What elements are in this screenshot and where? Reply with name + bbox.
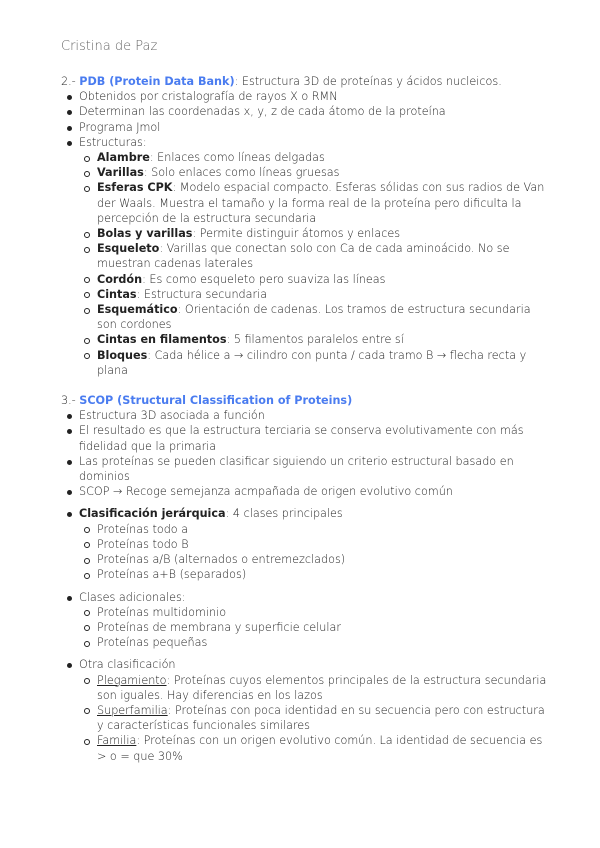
structure-desc: : Estructura secundaria bbox=[136, 287, 268, 301]
classification-item bbox=[79, 733, 551, 763]
structure-desc: : Solo enlaces como líneas gruesas bbox=[143, 166, 340, 180]
structure-term: Esferas CPK bbox=[97, 181, 173, 195]
structure-item bbox=[79, 180, 551, 226]
class-item-text: Proteínas todo B bbox=[97, 537, 189, 551]
class-item-text: Proteínas pequeñas bbox=[97, 636, 208, 650]
structures-list bbox=[79, 150, 551, 378]
spacer bbox=[61, 583, 551, 590]
list-item-text: Las proteínas se pueden clasificar siguiendo un criterio estructural basado en dominios bbox=[79, 454, 514, 484]
pdb-title: PDB (Protein Data Bank) bbox=[79, 75, 235, 88]
hierarchy-desc: : 4 clases principales bbox=[225, 507, 343, 521]
structure-item bbox=[79, 332, 551, 347]
pdb-heading bbox=[61, 74, 551, 89]
structure-item bbox=[79, 150, 551, 165]
class-item bbox=[79, 620, 551, 635]
list-item bbox=[61, 408, 551, 423]
document-body bbox=[61, 74, 551, 764]
class-item-text: Proteínas a/B (alternados o entremezclados) bbox=[97, 553, 346, 567]
classification-desc: : Proteínas con poca identidad en su secuencia pero con estructura y características funcionales similares bbox=[97, 703, 545, 733]
class-item bbox=[79, 552, 551, 567]
pdb-description: : Estructura 3D de proteínas y ácidos nucleicos. bbox=[234, 75, 502, 88]
section-number: 3.- bbox=[61, 394, 80, 408]
list-item-text: SCOP → Recoge semejanza acmpañada de origen evolutivo común bbox=[79, 485, 453, 499]
list-item bbox=[61, 120, 551, 135]
extra-class-list bbox=[79, 605, 551, 651]
structure-desc: : Varillas que conectan solo con Ca de cada aminoácido. No se muestran cadenas laterales bbox=[97, 242, 510, 271]
hierarchy-term: Clasificación jerárquica bbox=[79, 507, 226, 521]
structure-desc: : Cada hélice a → cilindro con punta / cada tramo B → flecha recta y plana bbox=[97, 348, 527, 377]
other-label: Otra clasificación bbox=[79, 658, 176, 672]
author-name: Cristina de Paz bbox=[61, 39, 158, 54]
hierarchy-list bbox=[61, 506, 551, 582]
class-item bbox=[79, 567, 551, 582]
structure-term: Esquemático bbox=[97, 303, 178, 317]
list-item bbox=[61, 590, 551, 651]
class-item bbox=[79, 537, 551, 552]
class-item bbox=[79, 605, 551, 620]
structure-desc: : Enlaces como líneas delgadas bbox=[149, 151, 325, 165]
list-item bbox=[61, 506, 551, 582]
structure-item bbox=[79, 272, 551, 287]
classification-item bbox=[79, 673, 551, 703]
scop-title: SCOP (Structural Classification of Proteins) bbox=[79, 394, 353, 408]
structure-desc: : Modelo espacial compacto. Esferas sólidas con sus radios de Van der Waals. Muestra el tamaño y la forma real de la proteína pero dificulta la percepción de la estructura secundaria bbox=[97, 181, 545, 225]
scop-bullet-list bbox=[61, 408, 551, 499]
class-item-text: Proteínas a+B (separados) bbox=[97, 568, 247, 582]
spacer bbox=[61, 650, 551, 657]
class-list bbox=[79, 522, 551, 583]
classification-term: Plegamiento bbox=[97, 673, 167, 687]
structure-term: Alambre bbox=[97, 151, 150, 165]
structure-term: Cordón bbox=[97, 272, 143, 286]
list-item-text: Estructuras: bbox=[79, 135, 147, 149]
list-item bbox=[61, 135, 551, 378]
structure-term: Esqueleto bbox=[97, 242, 160, 256]
class-item-text: Proteínas multidominio bbox=[97, 605, 227, 619]
extra-label: Clases adicionales: bbox=[79, 590, 186, 604]
classification-term: Superfamilia bbox=[97, 703, 168, 717]
list-item-text: Estructura 3D asociada a función bbox=[79, 409, 265, 423]
classification-item bbox=[79, 703, 551, 733]
class-item-text: Proteínas todo a bbox=[97, 522, 189, 536]
class-item-text: Proteínas de membrana y superficie celular bbox=[97, 620, 341, 634]
classification-desc: : Proteínas cuyos elementos principales de la estructura secundaria son iguales. Hay diferencias en los lazos bbox=[97, 673, 547, 702]
structure-item bbox=[79, 287, 551, 302]
spacer bbox=[61, 378, 551, 393]
classification-term: Familia bbox=[97, 734, 137, 748]
structure-item bbox=[79, 226, 551, 241]
extra-classes-list bbox=[61, 590, 551, 651]
structure-term: Cintas en filamentos bbox=[97, 333, 227, 347]
list-item bbox=[61, 657, 551, 763]
class-item bbox=[79, 522, 551, 537]
structure-item bbox=[79, 165, 551, 180]
other-classification-list bbox=[61, 657, 551, 763]
list-item bbox=[61, 484, 551, 499]
classification-desc: : Proteínas con un origen evolutivo común. La identidad de secuencia es > o = que 30% bbox=[97, 734, 543, 763]
structure-term: Varillas bbox=[97, 166, 144, 180]
structure-desc: : Es como esqueleto pero suaviza las líneas bbox=[142, 272, 386, 286]
structure-desc: : Permite distinguir átomos y enlaces bbox=[192, 227, 401, 241]
scop-heading bbox=[61, 393, 551, 408]
list-item bbox=[61, 423, 551, 453]
structure-desc: : Orientación de cadenas. Los tramos de estructura secundaria son cordones bbox=[97, 303, 531, 332]
list-item-text: Determinan las coordenadas x, y, z de cada átomo de la proteína bbox=[79, 105, 446, 119]
structure-term: Bloques bbox=[97, 348, 148, 362]
section-number: 2.- bbox=[61, 75, 80, 88]
list-item-text: Obtenidos por cristalografía de rayos X o RMN bbox=[79, 90, 338, 104]
list-item-text: El resultado es que la estructura terciaria se conserva evolutivamente con más fidelidad que la primaria bbox=[79, 424, 524, 453]
class-item bbox=[79, 635, 551, 650]
structure-item bbox=[79, 241, 551, 271]
structure-term: Bolas y varillas bbox=[97, 227, 193, 241]
structure-item bbox=[79, 302, 551, 332]
list-item-text: Programa Jmol bbox=[79, 120, 161, 134]
other-items-list bbox=[79, 673, 551, 764]
list-item bbox=[61, 89, 551, 104]
list-item bbox=[61, 454, 551, 484]
structure-desc: : 5 filamentos paralelos entre sí bbox=[226, 333, 404, 347]
structure-item bbox=[79, 348, 551, 378]
structure-term: Cintas bbox=[97, 287, 137, 301]
pdb-bullet-list bbox=[61, 89, 551, 378]
spacer bbox=[61, 499, 551, 506]
list-item bbox=[61, 104, 551, 119]
